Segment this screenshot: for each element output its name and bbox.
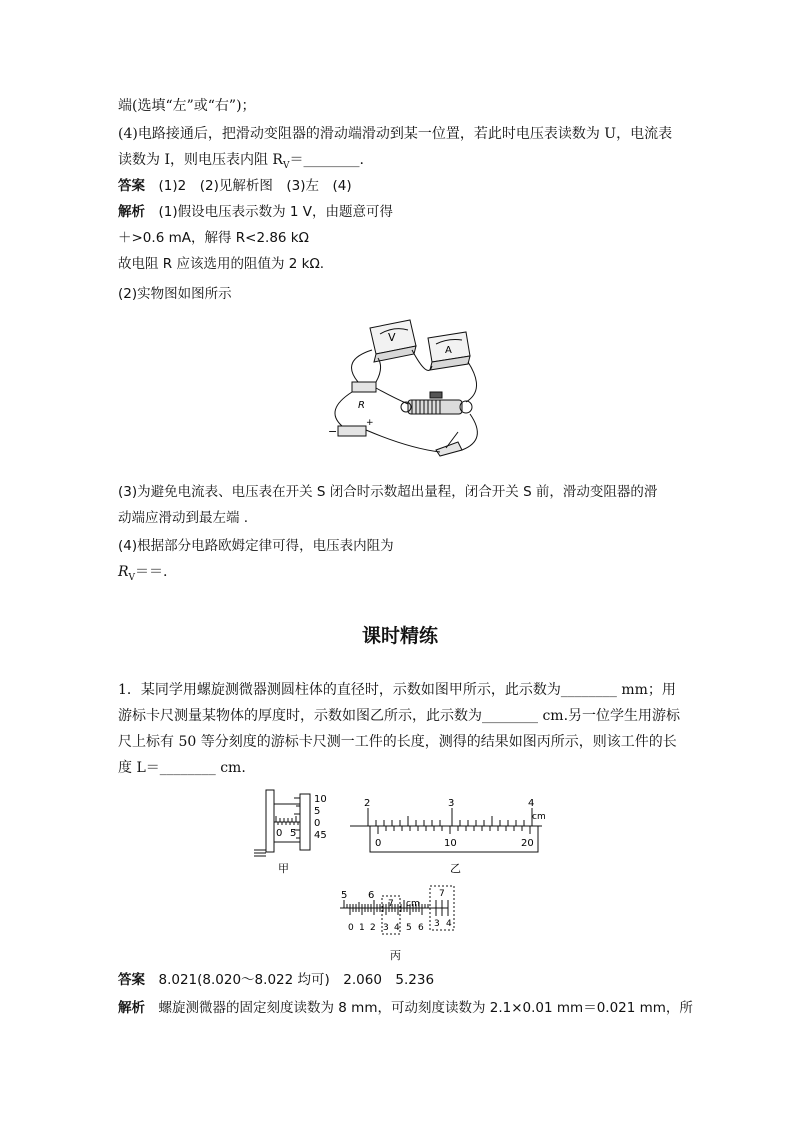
- text-line: 端(选填“左”或“右”)；: [118, 98, 256, 114]
- analysis-line: (2)实物图如图所示: [118, 286, 232, 302]
- thimble-tick: 10: [314, 794, 327, 805]
- text-segment: ＝________.: [289, 152, 364, 168]
- analysis-line: (4)根据部分电路欧姆定律可得，电压表内阻为: [118, 538, 394, 554]
- main-scale-tick: 5: [341, 890, 348, 901]
- analysis-label: 解析: [118, 204, 145, 220]
- answer-line: [118, 970, 434, 990]
- unit-label: cm: [406, 899, 420, 909]
- analysis-line: 故电阻 R 应该选用的阻值为 2 kΩ.: [118, 256, 325, 272]
- analysis-line: [118, 202, 393, 222]
- analysis-line: [118, 998, 693, 1018]
- answer-line: [118, 176, 352, 196]
- vernier-tick: 6: [418, 923, 424, 933]
- text-line: [118, 150, 364, 176]
- question-line: 1．某同学用螺旋测微器测圆柱体的直径时，示数如图甲所示，此示数为________ mm；用: [118, 682, 676, 698]
- vernier-tick: 10: [444, 838, 457, 849]
- vernier-tick: 0: [348, 923, 354, 933]
- vernier-caliper-figure: [346, 794, 550, 876]
- zoom-tick: 3: [434, 919, 440, 929]
- analysis-line: 动端应滑动到最左端 .: [118, 510, 249, 526]
- vernier-tick: 3: [383, 923, 389, 933]
- analysis-label: 解析: [118, 1000, 145, 1016]
- question-line: 游标卡尺测量某物体的厚度时，示数如图乙所示，此示数为________ cm.另一位学生用游标: [118, 708, 681, 724]
- answer-text: (1)2 (2)见解析图 (3)左 (4): [158, 178, 352, 194]
- text-segment: ＝＝.: [135, 564, 168, 580]
- ammeter-label: A: [445, 345, 452, 356]
- micrometer-figure: [250, 788, 346, 880]
- subscript: V: [282, 160, 290, 171]
- text-line: (4)电路接通后，把滑动变阻器的滑动端滑动到某一位置，若此时电压表读数为 U，电流表: [118, 126, 673, 142]
- analysis-text: 螺旋测微器的固定刻度读数为 8 mm，可动刻度读数为 2.1×0.01 mm＝0.021 mm，所: [158, 1000, 693, 1016]
- answer-label: 答案: [118, 972, 145, 988]
- sleeve-tick: 0: [276, 828, 283, 839]
- vernier-tick: 2: [370, 923, 376, 933]
- zoom-tick: 7: [439, 889, 445, 899]
- vernier-50-figure: [338, 884, 462, 966]
- thimble-tick: 45: [314, 830, 327, 841]
- circuit-figure: [318, 310, 488, 462]
- thimble-tick: 5: [314, 806, 321, 817]
- main-scale-tick: 6: [368, 890, 375, 901]
- figure-caption: 甲: [278, 862, 289, 875]
- resistor-icon: [352, 382, 376, 392]
- voltmeter-label: V: [388, 331, 396, 344]
- main-scale-tick: 3: [448, 798, 455, 809]
- vernier-tick: 4: [394, 923, 400, 933]
- vernier-tick: 0: [375, 838, 382, 849]
- plus-label: +: [366, 418, 374, 428]
- thimble-tick: 0: [314, 818, 321, 829]
- main-scale-tick: 4: [528, 798, 535, 809]
- vernier-tick: 5: [406, 923, 412, 933]
- analysis-line: (3)为避免电流表、电压表在开关 S 闭合时示数超出量程，闭合开关 S 前，滑动变阻器的滑: [118, 484, 658, 500]
- main-scale-tick: 2: [364, 798, 371, 809]
- sleeve-tick: 5: [290, 828, 297, 839]
- figure-caption: 乙: [450, 862, 461, 875]
- text-segment: R: [118, 564, 129, 580]
- text-segment: 读数为 I，则电压表内阻 R: [118, 152, 283, 168]
- resistor-label: R: [358, 400, 365, 411]
- figure-caption: 丙: [390, 949, 401, 962]
- minus-label: −: [328, 425, 338, 438]
- main-scale-tick: 7: [388, 899, 394, 909]
- subscript: V: [128, 572, 136, 583]
- vernier-tick: 1: [359, 923, 365, 933]
- analysis-line: [118, 562, 168, 588]
- zoom-tick: 4: [446, 919, 452, 929]
- section-title: 课时精练: [361, 625, 438, 647]
- vernier-tick: 20: [521, 838, 534, 849]
- question-line: 尺上标有 50 等分刻度的游标卡尺测一工件的长度，测得的结果如图丙所示，则该工件的长: [118, 734, 677, 750]
- answer-label: 答案: [118, 178, 145, 194]
- battery-icon: [338, 426, 366, 436]
- question-line: 度 L＝________ cm.: [118, 760, 246, 776]
- analysis-line: ＋>0.6 mA，解得 R<2.86 kΩ: [118, 230, 309, 246]
- unit-label: cm: [532, 812, 546, 822]
- analysis-text: (1)假设电压表示数为 1 V，由题意可得: [158, 204, 394, 220]
- answer-text: 8.021(8.020～8.022 均可) 2.060 5.236: [158, 972, 435, 988]
